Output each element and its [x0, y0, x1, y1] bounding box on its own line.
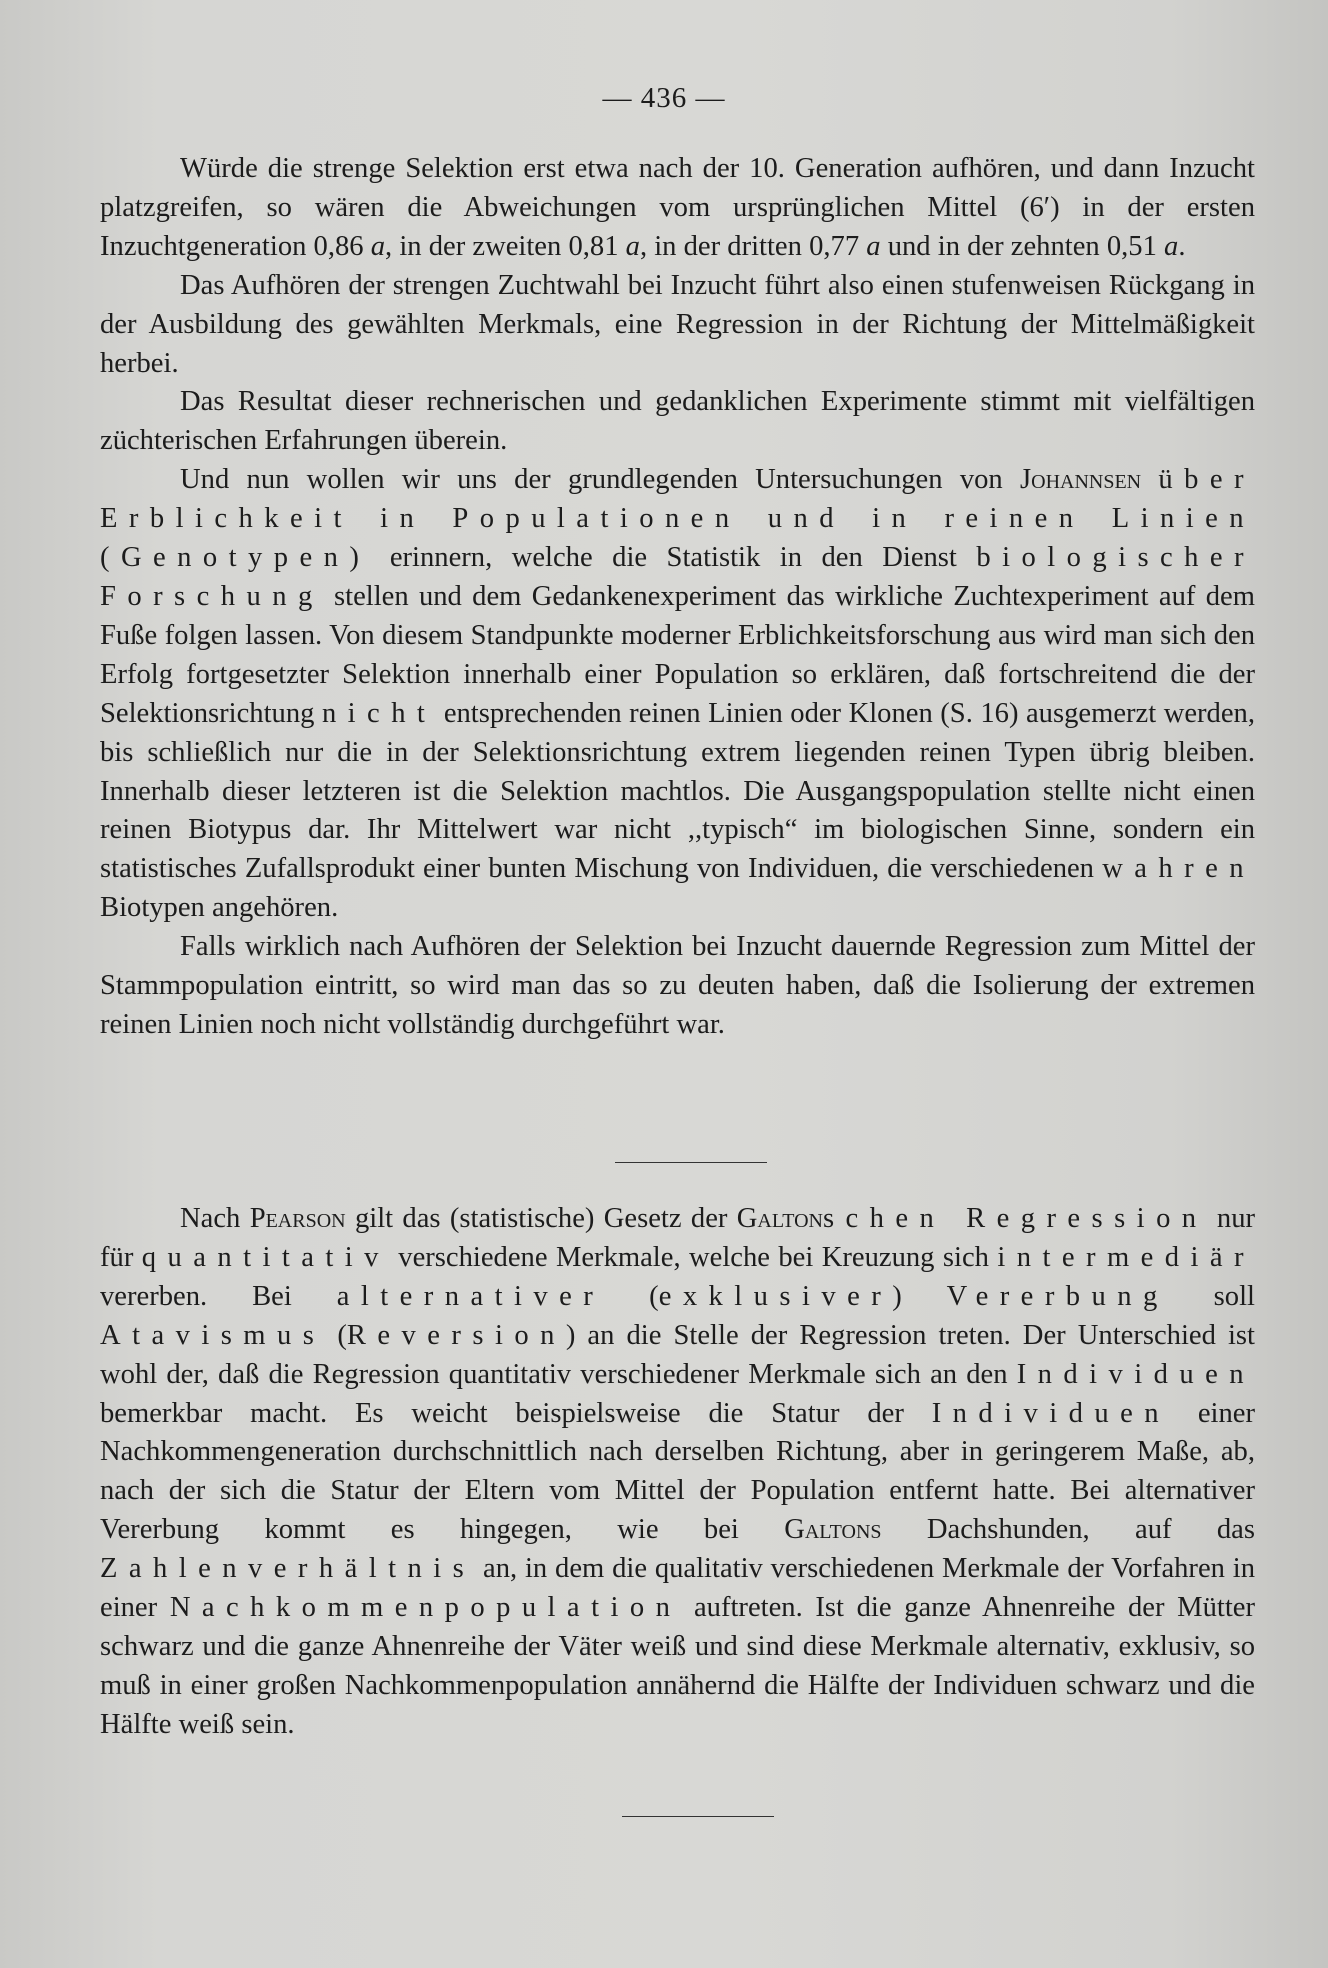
text-run: ) an die Stelle der Regression treten. Der Unterschied ist wohl der, daß die Regression quantitativ verschiedener Merkmale sich an den: [100, 1319, 1256, 1390]
text-run: Dachshunden, auf das: [881, 1514, 1255, 1546]
spaced-emphasis-text: schen Regression: [822, 1203, 1208, 1234]
spaced-emphasis-text: nicht: [321, 697, 437, 729]
text-run: [1141, 464, 1158, 495]
text-run: verschiedene Merkmale, welche bei Kreuzung sich: [389, 1241, 998, 1273]
text-run: Und nun wollen wir uns der grundlegenden Untersuchungen von: [180, 464, 1020, 496]
spaced-emphasis-text: über Erblichkeit in Populationen und in reinen Linien (Genotypen): [100, 464, 1255, 574]
small-caps-name: Galtons: [784, 1514, 882, 1546]
text-block-selection: [100, 150, 1255, 1045]
text-run: .: [1178, 230, 1186, 262]
text-run: Würde die strenge Selektion erst etwa nach der 10. Generation aufhören, und dann Inzucht platzgreifen, so wären die Abweichungen vom ursprünglichen Mittel (6′) in der ersten Inzuchtgeneration 0,86: [100, 153, 1255, 262]
text-run: , in der zweiten 0,81: [385, 230, 626, 262]
text-run: einer Nachkommengeneration durchschnittlich nach derselben Richtung, aber in geringerem Maße, ab, nach der sich die Statur der Eltern vom Mittel der Population entfernt hatte. Bei alternativer Vererbung kommt es hingegen, wie bei: [100, 1397, 1255, 1546]
small-caps-name: Johannsen: [1020, 464, 1142, 496]
spaced-emphasis-text: biologischer Forschung: [100, 542, 1255, 612]
italic-symbol: a: [1164, 230, 1179, 262]
text-run: (: [604, 1280, 659, 1312]
paragraph: [100, 267, 1255, 384]
spaced-emphasis-text: Reversion: [346, 1319, 566, 1351]
text-run: Falls wirklich nach Aufhören der Selektion bei Inzucht dauernde Regression zum Mittel der Stammpopulation eintritt, so wird man das so zu deuten haben, daß die Isolierung der extremen reinen Linien noch nicht vollständig durchgeführt war.: [100, 931, 1255, 1040]
text-run: stellen und dem Gedankenexperiment das wirkliche Zuchtexperiment auf dem Fuße folgen lassen. Von diesem Standpunkte moderner Erblichkeitsforschung aus wird man sich den Erfolg fortgesetzter Selektion innerhalb einer Population so erklären, daß fortschreitend die der Selektionsrichtung: [100, 580, 1255, 729]
paragraph: [100, 383, 1255, 461]
text-run: ): [892, 1280, 947, 1312]
text-run: vererben. Bei: [100, 1280, 337, 1312]
spaced-emphasis-text: intermediär: [997, 1241, 1255, 1273]
small-caps-name: Pearson: [249, 1203, 346, 1234]
text-block-regression: [100, 1200, 1255, 1745]
text-run: soll: [1168, 1280, 1255, 1312]
paragraph: [100, 928, 1255, 1045]
page-number: — 436 —: [602, 82, 726, 114]
small-caps-name: Galton: [736, 1203, 823, 1234]
section-separator: [615, 1162, 767, 1163]
spaced-emphasis-text: Individuen: [1016, 1358, 1255, 1390]
spaced-emphasis-text: quantitativ: [141, 1241, 390, 1273]
text-run: und in der zehnten 0,51: [880, 230, 1165, 262]
spaced-emphasis-text: Vererbung: [946, 1280, 1169, 1312]
text-run: gilt das (statistische) Gesetz der: [345, 1203, 737, 1234]
italic-symbol: a: [370, 230, 386, 262]
text-run: entsprechenden reinen Linien oder Klonen (S. 16) ausgemerzt werden, bis schließlich nur die in der Selektionsrichtung extrem liegenden reinen Typen übrig bleiben. Innerhalb dieser letzteren ist die Selektion machtlos. Die Ausgangspopulation stellte nicht einen reinen Biotypus dar. Ihr Mittelwert war nicht ,,typisch“ im biologischen Sinne, sondern ein statistisches Zufallsprodukt einer bunten Mischung von Individuen, die verschiedenen: [100, 697, 1255, 885]
text-run: bemerkbar macht. Es weicht beispielsweise die Statur der: [100, 1397, 932, 1429]
spaced-emphasis-text: wahren: [1102, 853, 1255, 885]
spaced-emphasis-text: Zahlenverhältnis: [100, 1553, 476, 1585]
section-separator: [622, 1816, 774, 1817]
text-run: an, in dem die qualitativ verschiedenen Merkmale der Vorfahren in einer: [100, 1553, 1255, 1624]
text-run: Das Resultat dieser rechnerischen und gedanklichen Experimente stimmt mit vielfältigen züchterischen Erfahrungen überein.: [100, 386, 1255, 457]
text-run: Biotypen angehören.: [100, 892, 339, 924]
italic-symbol: a: [866, 230, 881, 262]
paragraph: [100, 150, 1255, 267]
spaced-emphasis-text: Individuen: [931, 1397, 1170, 1429]
italic-symbol: a: [625, 230, 640, 262]
text-run: erinnern, welche die Statistik in den Dienst: [370, 542, 977, 574]
text-run: auftreten. Ist die ganze Ahnenreihe der Mütter schwarz und die ganze Ahnenreihe der Väter weiß und sind diese Merkmale alternativ, exklusiv, so muß in einer großen Nachkommenpopulation annähernd die Hälfte der Individuen schwarz und die Hälfte weiß sein.: [100, 1592, 1255, 1740]
text-run: Das Aufhören der strengen Zuchtwahl bei Inzucht führt also einen stufenweisen Rückgang in der Ausbildung des gewählten Merkmals, eine Regression in der Richtung der Mittelmäßigkeit herbei.: [100, 269, 1255, 379]
text-run: , in der dritten 0,77: [639, 230, 867, 262]
spaced-emphasis-text: Nachkommenpopulation: [169, 1592, 682, 1624]
text-run: (: [325, 1319, 347, 1351]
spaced-emphasis-text: alternativer: [336, 1280, 605, 1312]
text-run: Nach: [180, 1203, 250, 1234]
spaced-emphasis-text: exklusiver: [658, 1280, 893, 1312]
text-run: nur für: [100, 1203, 1256, 1273]
paragraph: [100, 461, 1255, 928]
spaced-emphasis-text: Atavismus: [100, 1319, 326, 1351]
paragraph: [100, 1200, 1255, 1745]
